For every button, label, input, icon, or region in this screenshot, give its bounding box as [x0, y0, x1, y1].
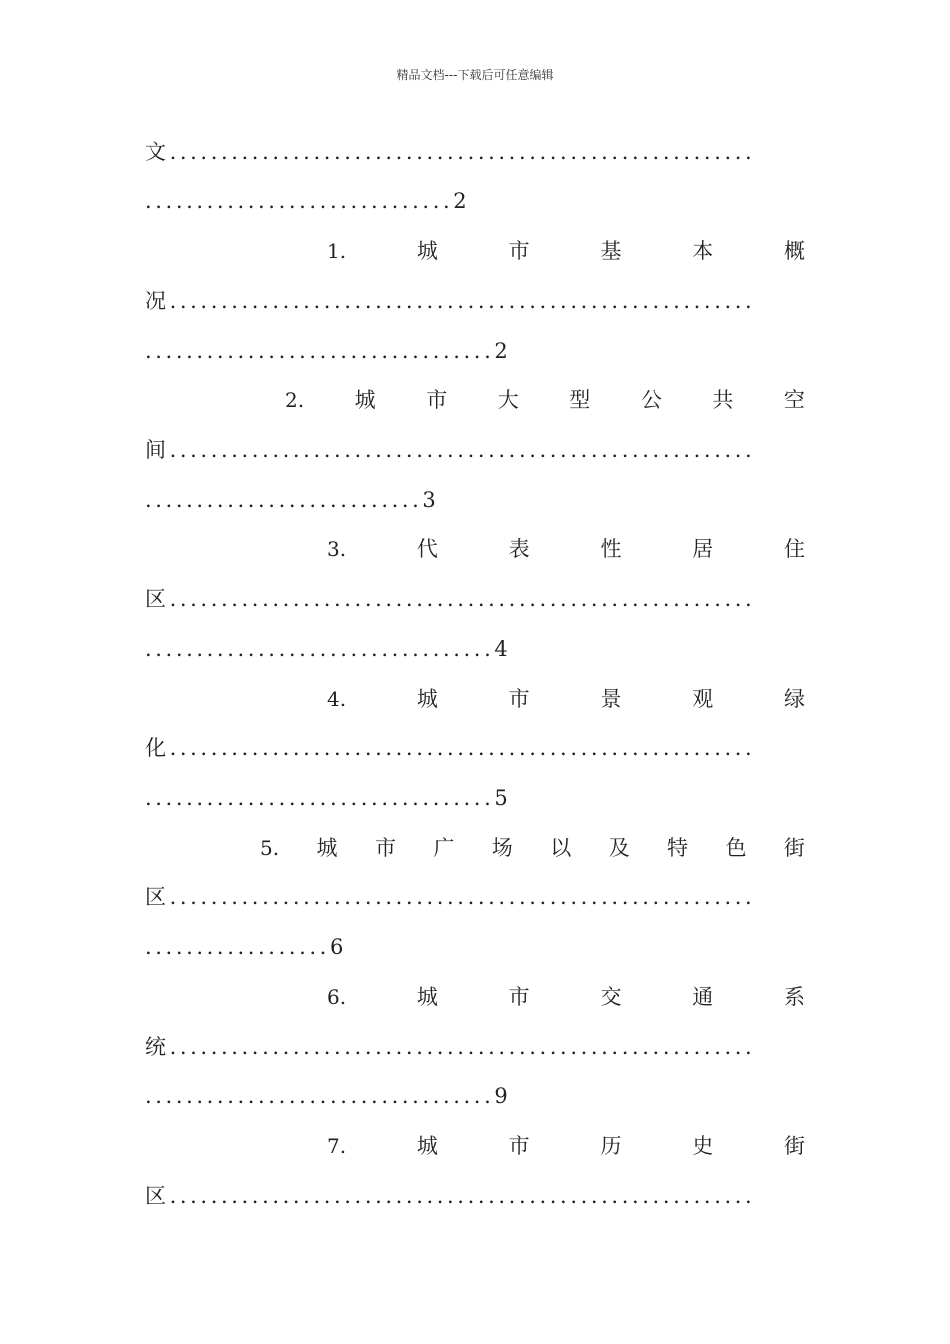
page-header: 精品文档---下载后可任意编辑 — [396, 68, 554, 82]
toc-entry-char: 市 — [508, 239, 530, 263]
toc-entry-number: 2. — [285, 388, 305, 412]
toc-entry-char: 通 — [692, 985, 714, 1009]
toc-leader-line: ..................................9 — [145, 1084, 512, 1108]
toc-entry-char: 代 — [416, 537, 438, 561]
toc-entry-char: 交 — [600, 985, 622, 1009]
toc-entry-char: 市 — [426, 388, 448, 412]
toc-leader-line: 区......................................................... — [145, 1184, 756, 1208]
toc-entry-char: 绿 — [784, 687, 805, 711]
toc-entry-char: 史 — [692, 1134, 714, 1158]
toc-entry-char: 色 — [725, 836, 747, 860]
toc-leader-line: 统......................................................... — [145, 1035, 756, 1059]
toc-entry-char: 城 — [416, 687, 438, 711]
toc-entry-char: 历 — [600, 1134, 622, 1158]
toc-leader-line: ..............................2 — [145, 189, 471, 213]
toc-leader-line: ..................................2 — [145, 339, 512, 363]
toc-entry-char: 广 — [433, 836, 455, 860]
toc-entry-char: 空 — [783, 388, 805, 412]
toc-entry-char: 系 — [784, 985, 805, 1009]
toc-entry-char: 城 — [416, 239, 438, 263]
toc-leader-line: ..................................5 — [145, 786, 512, 810]
toc-entry-number: 3. — [327, 537, 347, 561]
toc-entry-char: 公 — [640, 388, 662, 412]
toc-entry-number: 6. — [327, 985, 347, 1009]
toc-entry-char: 大 — [497, 388, 519, 412]
toc-entry-char: 场 — [491, 836, 513, 860]
toc-entry-char: 城 — [354, 388, 376, 412]
toc-leader-line: 化......................................................... — [145, 736, 756, 760]
toc-leader-line: ..................6 — [145, 935, 347, 959]
toc-entry-char: 表 — [508, 537, 530, 561]
toc-entry-number: 4. — [327, 687, 347, 711]
toc-entry-number: 5. — [260, 836, 280, 860]
toc-entry-char: 街 — [783, 836, 805, 860]
toc-entry-title — [327, 236, 805, 266]
toc-entry-char: 共 — [712, 388, 734, 412]
toc-entry-title — [285, 385, 805, 415]
toc-leader-line: 区......................................................... — [145, 885, 756, 909]
toc-entry-char: 住 — [784, 537, 805, 561]
toc-entry-char: 及 — [608, 836, 630, 860]
toc-leader-line: 文......................................................... — [145, 140, 756, 164]
toc-entry-number: 1. — [327, 239, 347, 263]
toc-leader-line: ..................................4 — [145, 637, 512, 661]
toc-entry-char: 城 — [416, 985, 438, 1009]
toc-entry-char: 市 — [374, 836, 396, 860]
toc-entry-char: 特 — [667, 836, 689, 860]
toc-entry-char: 概 — [784, 239, 805, 263]
toc-entry-title — [327, 534, 805, 564]
toc-entry-char: 居 — [692, 537, 714, 561]
toc-entry-char: 城 — [416, 1134, 438, 1158]
toc-leader-line: 间......................................................... — [145, 438, 756, 462]
toc-entry-char: 以 — [550, 836, 572, 860]
toc-entry-title — [327, 1131, 805, 1161]
toc-entry-char: 城 — [316, 836, 338, 860]
toc-entry-number: 7. — [327, 1134, 347, 1158]
toc-entry-char: 市 — [508, 1134, 530, 1158]
toc-entry-char: 市 — [508, 985, 530, 1009]
toc-leader-line: ...........................3 — [145, 488, 440, 512]
toc-entry-char: 观 — [692, 687, 714, 711]
toc-entry-char: 本 — [692, 239, 714, 263]
toc-entry-char: 型 — [569, 388, 591, 412]
toc-leader-line: 况......................................................... — [145, 289, 756, 313]
toc-entry-title — [260, 833, 805, 863]
toc-entry-char: 市 — [508, 687, 530, 711]
toc-entry-char: 基 — [600, 239, 622, 263]
toc-entry-char: 街 — [784, 1134, 805, 1158]
toc-leader-line: 区......................................................... — [145, 587, 756, 611]
toc-entry-char: 景 — [600, 687, 622, 711]
toc-entry-char: 性 — [600, 537, 622, 561]
toc-entry-title — [327, 982, 805, 1012]
toc-entry-title — [327, 684, 805, 714]
